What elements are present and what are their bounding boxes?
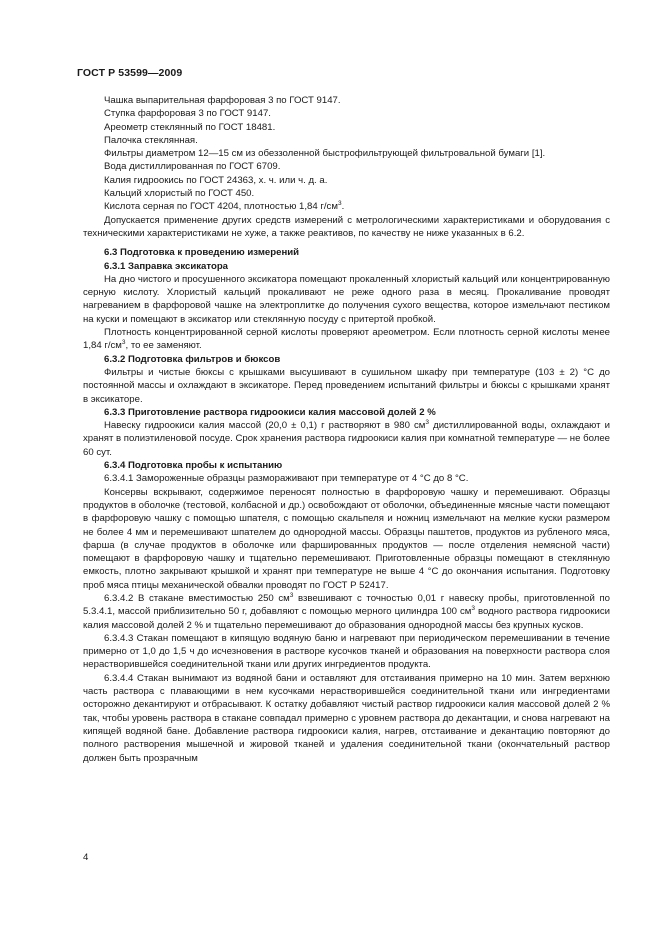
acid-text: Кислота серная по ГОСТ 4204, плотностью 1,84 г/см bbox=[104, 201, 338, 213]
text: 6.3.4.2 В стакане вместимостью 250 см bbox=[104, 592, 290, 604]
allow-paragraph: Допускается применение других средств измерений с метрологическими характеристиками и оборудования с техническими характеристиками не хуже, а также реактивов, по качеству не ниже указанных в 6.2. bbox=[83, 214, 610, 239]
superscript: 3 bbox=[471, 605, 476, 613]
superscript: 3 bbox=[121, 339, 126, 347]
text: Плотность концентрированной серной кислоты проверяют ареометром. Если плотность серной кислоты менее 1,84 г/см bbox=[83, 327, 610, 352]
paragraph-6-3-1-a: На дно чистого и просушенного эксикатора помещают прокаленный хлористый кальций или концентрированную серную кислоту. Хлористый кальций прокаливают не реже одного раза в месяц. Прокаливание проводят нагреванием в фарфоровой чашке на электроплитке до получения сухого вещества, которое измельчают пестиком на куски и помещают в эксикатор или стеклянную посуду с притертой пробкой. bbox=[83, 273, 610, 325]
paragraph-6-3-4-3: 6.3.4.3 Стакан помещают в кипящую водяную баню и нагревают при периодическом перемешивании в течение примерно от 1,0 до 1,5 ч до исчезновения в растворе кусочков тканей и образования на поверхности раствора слоя нерастворившейся соединительной ткани или других ингредиентов продукта. bbox=[83, 632, 610, 671]
paragraph-6-3-1-b bbox=[83, 326, 610, 353]
list-item: Калия гидроокись по ГОСТ 24363, х. ч. или ч. д. а. bbox=[104, 174, 328, 186]
paragraph-6-3-3 bbox=[83, 419, 610, 459]
acid-end: . bbox=[341, 201, 345, 213]
page-content bbox=[83, 94, 610, 765]
paragraph-6-3-4-2 bbox=[83, 592, 610, 632]
subsection-heading-6-3-3: 6.3.3 Приготовление раствора гидроокиси калия массовой долей 2 % bbox=[104, 406, 436, 418]
list-item: Чашка выпарительная фарфоровая 3 по ГОСТ 9147. bbox=[104, 95, 341, 106]
text: взвешивают с точностью 0,01 г навеску пробы, приготовленной по 5.3.4.1, массой приблизительно 50 г, добавляют с помощью мерного цилиндра 100 см bbox=[83, 592, 610, 618]
superscript: 3 bbox=[289, 591, 294, 599]
acid-item bbox=[83, 200, 610, 213]
text: , то ее заменяют. bbox=[125, 340, 202, 352]
list-item: Ступка фарфоровая 3 по ГОСТ 9147. bbox=[104, 108, 271, 120]
list-item: Кальций хлористый по ГОСТ 450. bbox=[104, 188, 255, 200]
text: водного раствора гидроокиси калия массовой долей 2 % и тщательно перемешивают до образования однородной массы без крупных кусков. bbox=[83, 606, 611, 631]
list-item: Вода дистиллированная по ГОСТ 6709. bbox=[104, 161, 281, 173]
paragraph-6-3-2: Фильтры и чистые бюксы с крышками высушивают в сушильном шкафу при температуре (103 ± 2) °С до постоянной массы и охлаждают в эксикаторе. Перед проведением испытаний фильтры и бюксы с крышками хранят в эксикаторе. bbox=[83, 366, 610, 405]
list-item: Ареометр стеклянный по ГОСТ 18481. bbox=[104, 121, 276, 133]
section-heading-6-3: 6.3 Подготовка к проведению измерений bbox=[104, 247, 300, 259]
paragraph-6-3-4-4: 6.3.4.4 Стакан вынимают из водяной бани и оставляют для отстаивания примерно на 10 мин. Затем верхнюю часть раствора с плавающими в нем кусочками нерастворившейся соединительной ткани или ингредиентами осторожно декантируют и отбрасывают. К остатку добавляют чистый раствор гидроокиси калия массовой долей 2 % так, чтобы уровень раствора в стакане совпадал примерно с уровнем раствора до декантации, и снова нагревают на кипящей водяной бане. Добавление раствора гидроокиси калия, нагрев, отстаивание и декантацию повторяют до полного растворения мышечной и жировой тканей и удаления соединительной ткани (окончательный раствор должен быть прозрачным bbox=[83, 672, 610, 764]
list-item: Палочка стеклянная. bbox=[104, 134, 198, 146]
paragraph-6-3-4-1-b: Консервы вскрывают, содержимое переносят полностью в фарфоровую чашку и перемешивают. Образцы продуктов в оболочке (тестовой, колбасной и др.) освобождают от оболочки, объединенные мясные части помещают в фарфоровую чашку с помощью шпателя, с помощью скальпеля и ножниц измельчают на мелкие куски размером не более 4 мм и перемешивают шпателем до однородной массы. Образцы паштетов, продуктов из рубленого мяса, фарша (в случае продуктов в оболочке или фаршированных продуктов — после отделения немясной части) помещают в фарфоровую чашку и тщательно перемешивают. Приготовленные образцы помещают в стеклянную емкость, плотно закрывают крышкой и хранят при температуре не выше 4 °С до окончания испытания. Подготовку проб мяса птицы механической обвалки проводят по ГОСТ Р 52417. bbox=[83, 486, 610, 591]
text: дистиллированной воды, охлаждают и хранят в полиэтиленовой посуде. Срок хранения раствора гидроокиси калия при комнатной температуре — не более 60 сут. bbox=[83, 420, 610, 458]
text: Навеску гидроокиси калия массой (20,0 ± 0,1) г растворяют в 980 см bbox=[104, 420, 426, 432]
standard-header: ГОСТ Р 53599—2009 bbox=[77, 67, 183, 79]
page-number: 4 bbox=[83, 852, 89, 863]
superscript: 3 bbox=[337, 200, 342, 208]
superscript: 3 bbox=[425, 419, 430, 427]
paragraph-6-3-4-1: 6.3.4.1 Замороженные образцы размораживают при температуре от 4 °С до 8 °С. bbox=[104, 473, 469, 485]
filters-paragraph: Фильтры диаметром 12—15 см из обеззоленной быстрофильтрующей фильтровальной бумаги [1]. bbox=[104, 148, 546, 160]
subsection-heading-6-3-2: 6.3.2 Подготовка фильтров и бюксов bbox=[104, 353, 281, 365]
subsection-heading-6-3-1: 6.3.1 Заправка эксикатора bbox=[104, 260, 229, 272]
subsection-heading-6-3-4: 6.3.4 Подготовка пробы к испытанию bbox=[104, 460, 283, 472]
